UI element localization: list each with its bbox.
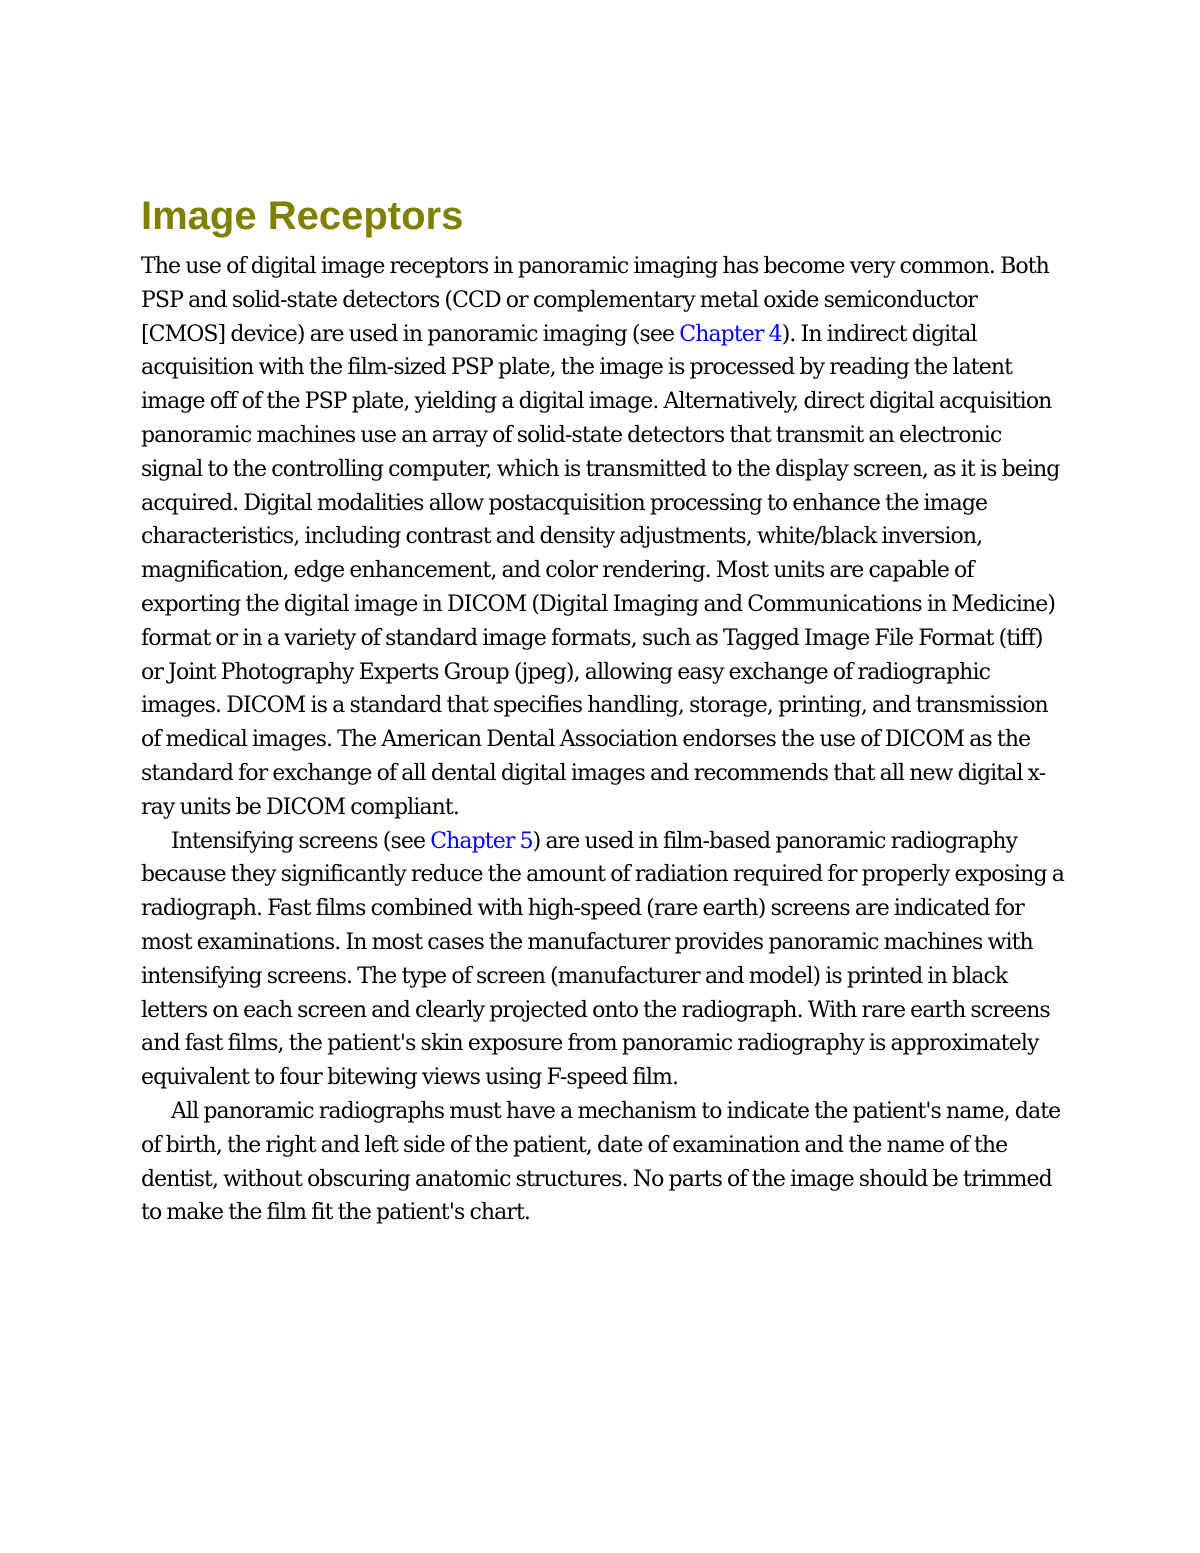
- section-heading: Image Receptors: [141, 194, 464, 238]
- chapter-4-link[interactable]: Chapter 4: [679, 321, 782, 347]
- paragraph-text: ) are used in film-based panoramic radiography because they significantly reduce the amount of radiation required for properly exposing a radiograph. Fast films combined with high-speed (rare earth) screens are indicated for most examinations. In most cases the manufacturer provides panoramic machines with intensifying screens. The type of screen (manufacturer and model) is printed in black letters on each screen and clearly projected onto the radiograph. With rare earth screens and fast films, the patient's skin exposure from panoramic radiography is approximately equivalent to four bitewing views using F-speed film.: [141, 828, 1064, 1091]
- paragraph-text: Intensifying screens (see: [171, 828, 431, 854]
- paragraph-text: The use of digital image receptors in panoramic imaging has become very common. Both PSP and solid-state detectors (CCD or complementary metal oxide semiconductor [CMOS] device) are used in panoramic imaging (see: [141, 254, 1049, 347]
- paragraph-intensifying-screens: [141, 825, 1066, 1095]
- paragraph-text: ). In indirect digital acquisition with the film-sized PSP plate, the image is processed by reading the latent image off of the PSP plate, yielding a digital image. Alternatively, direct digital acquisition panoramic machines use an array of solid-state detectors that transmit an electronic signal to the controlling computer, which is transmitted to the display screen, as it is being acquired. Digital modalities allow postacquisition processing to enhance the image characteristics, including contrast and density adjustments, white/black inversion, magnification, edge enhancement, and color rendering. Most units are capable of exporting the digital image in DICOM (Digital Imaging and Communications in Medicine) format or in a variety of standard image formats, such as Tagged Image File Format (tiff) or Joint Photography Experts Group (jpeg), allowing easy exchange of radiographic images. DICOM is a standard that specifies handling, storage, printing, and transmission of medical images. The American Dental Association endorses the use of DICOM as the standard for exchange of all dental digital images and recommends that all new digital x-ray units be DICOM compliant.: [141, 321, 1060, 820]
- paragraph-digital-receptors: [141, 250, 1066, 825]
- paragraph-text: All panoramic radiographs must have a mechanism to indicate the patient's name, date of birth, the right and left side of the patient, date of examination and the name of the dentist, without obscuring anatomic structures. No parts of the image should be trimmed to make the film fit the patient's chart.: [141, 1098, 1061, 1226]
- document-page: [141, 192, 1066, 1230]
- paragraph-identification: [141, 1095, 1066, 1230]
- chapter-5-link[interactable]: Chapter 5: [430, 828, 533, 854]
